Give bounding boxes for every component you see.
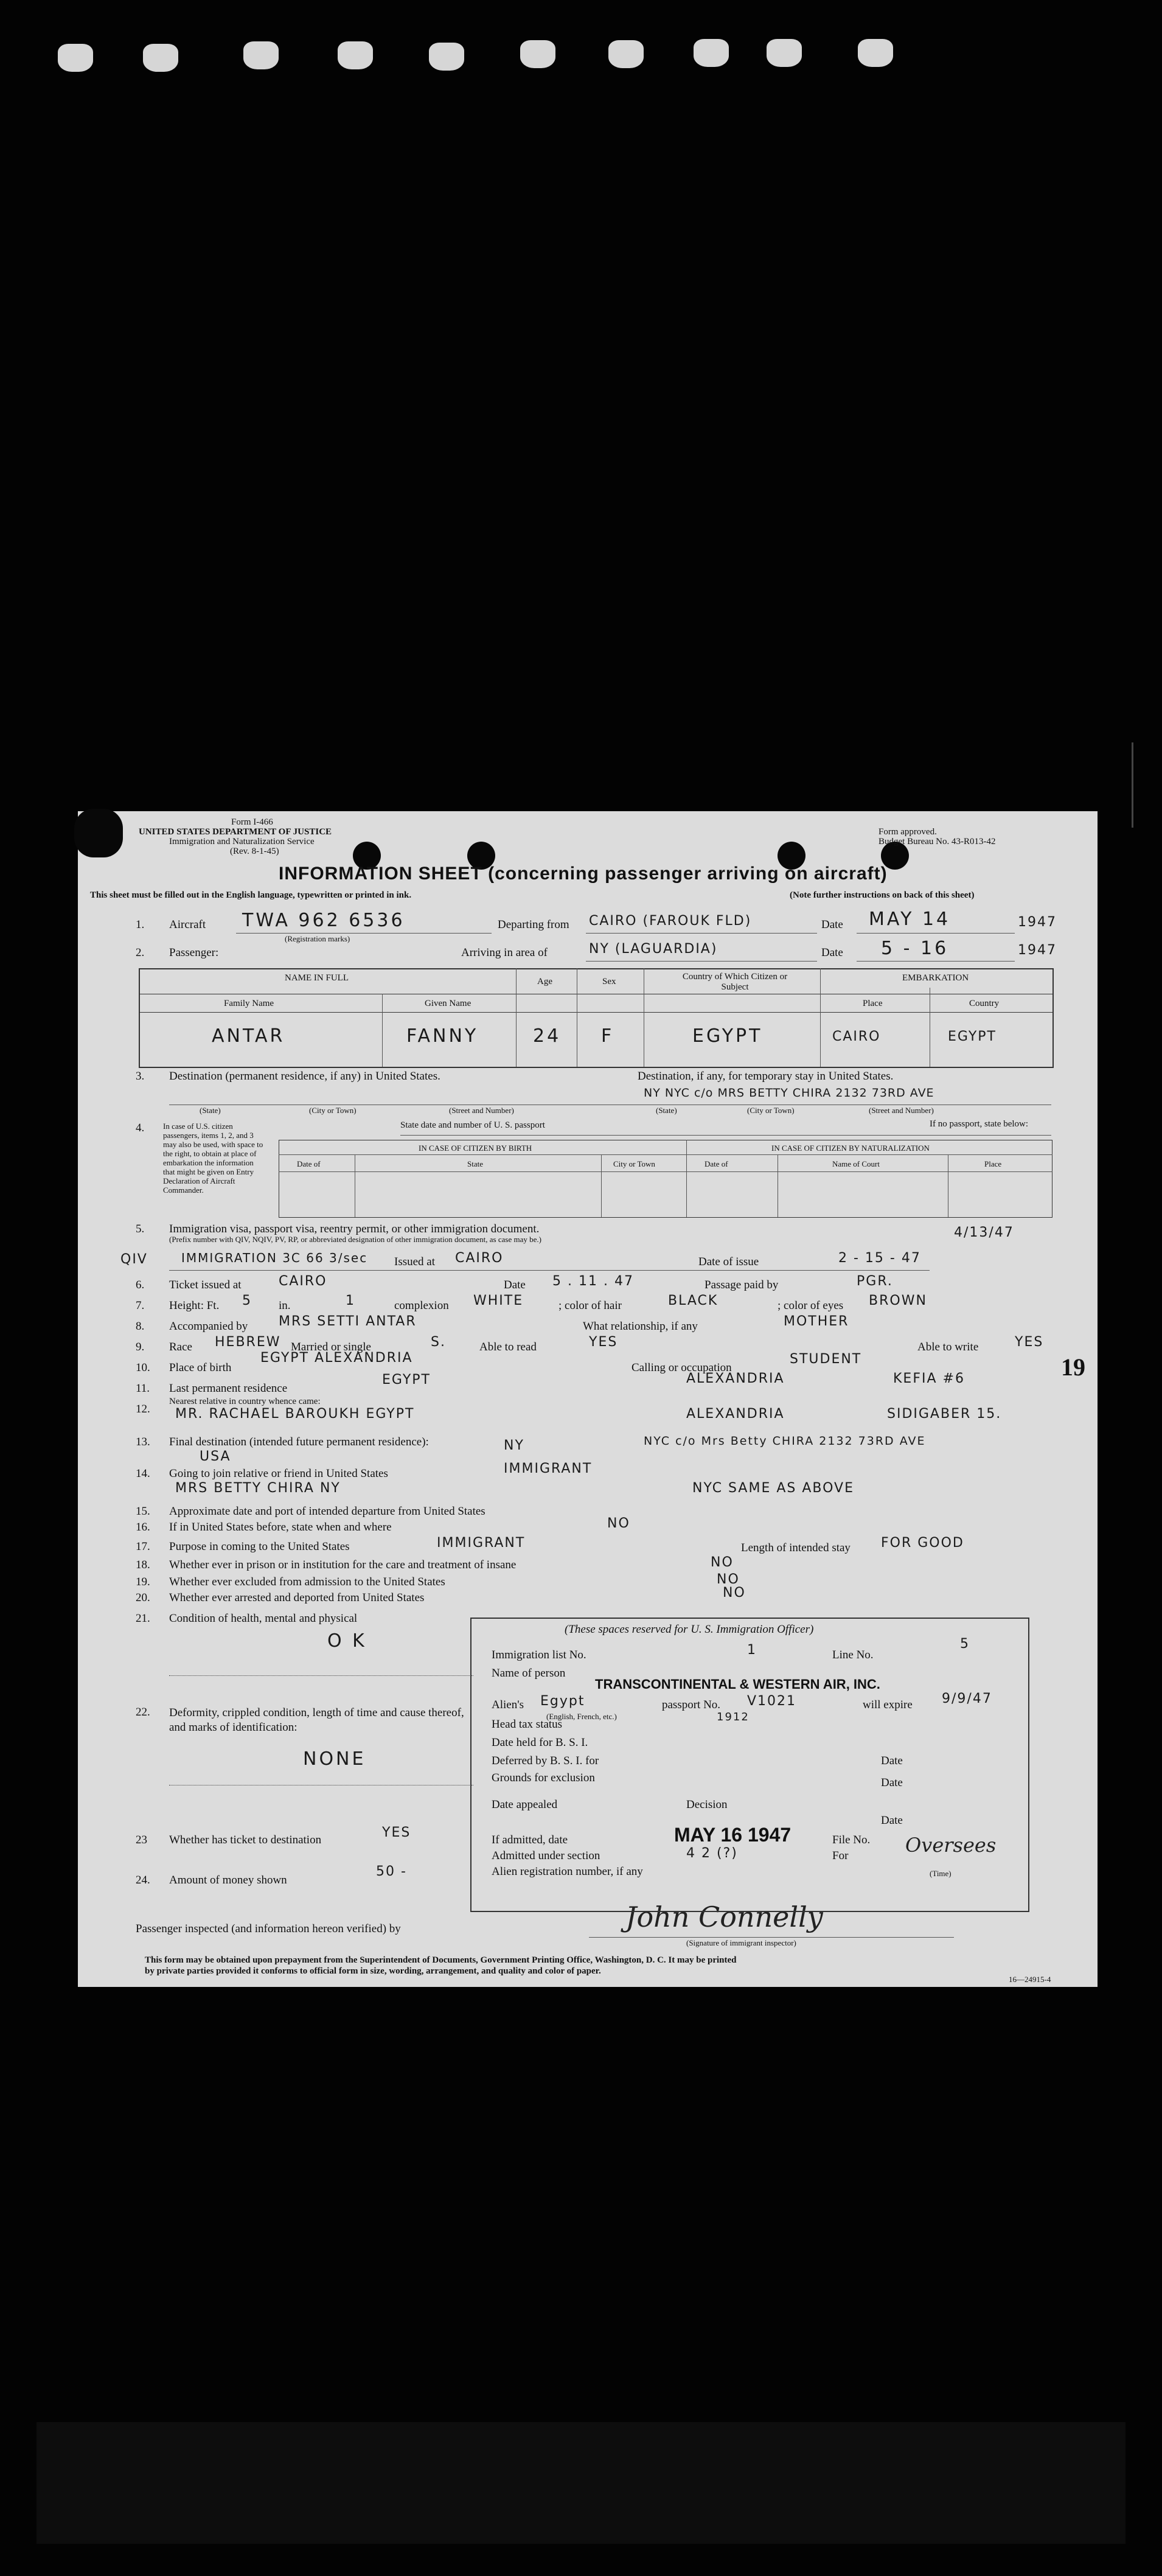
row-number: 10. — [136, 1361, 150, 1374]
excluded-value: NO — [717, 1572, 740, 1587]
revision-date: (Rev. 8-1-45) — [230, 846, 279, 856]
information-sheet-form — [78, 811, 1098, 1987]
no-passport-note: If no passport, state below: — [930, 1119, 1029, 1129]
film-sprocket-hole — [767, 39, 802, 67]
line-number-label: Line No. — [832, 1649, 874, 1661]
race-label: Race — [169, 1341, 192, 1353]
form-approved: Form approved. — [878, 827, 937, 837]
state-header: State — [467, 1159, 483, 1168]
table-rule — [279, 1171, 1052, 1172]
accompanied-by-value: MRS SETTI ANTAR — [279, 1314, 417, 1329]
given-name-value: FANNY — [406, 1025, 479, 1047]
able-to-read-value: YES — [589, 1335, 618, 1350]
department-name: UNITED STATES DEPARTMENT OF JUSTICE — [139, 827, 332, 837]
visa-instructions: (Prefix number with QIV, NQIV, PV, RP, or abbreviated designation of other immigration document, as case may be.) — [169, 1235, 541, 1244]
visa-label: Immigration visa, passport visa, reentry permit, or other immigration document. — [169, 1223, 540, 1235]
table-rule — [279, 1154, 1052, 1155]
deformity-label: Deformity, crippled condition, length of time and cause thereof, and marks of identification: — [169, 1706, 464, 1734]
corner-damage — [74, 809, 123, 857]
aircraft-value: TWA 962 6536 — [242, 910, 405, 931]
date-label: Date — [821, 946, 843, 959]
accompanied-by-label: Accompanied by — [169, 1320, 248, 1333]
departure-date-value: MAY 14 — [869, 909, 951, 930]
ticket-destination-value: YES — [382, 1825, 411, 1840]
underline — [589, 1937, 954, 1938]
place-header: Place — [984, 1159, 1002, 1168]
aircraft-label: Aircraft — [169, 918, 206, 931]
deformity-value: NONE — [303, 1748, 366, 1770]
citizenship-header: Country of Which Citizen or Subject — [682, 972, 788, 992]
ticket-date-label: Date — [504, 1279, 526, 1291]
row-number: 23 — [136, 1834, 147, 1846]
underline — [586, 961, 817, 962]
line-number-value: 5 — [960, 1636, 970, 1652]
race-value: HEBREW — [215, 1335, 281, 1350]
row-number: 1. — [136, 918, 145, 931]
date-label: Date — [821, 918, 843, 931]
inspected-by-label: Passenger inspected (and information hereon verified) by — [136, 1922, 401, 1935]
money-shown-label: Amount of money shown — [169, 1874, 287, 1887]
citizen-by-naturalization-header: IN CASE OF CITIZEN BY NATURALIZATION — [771, 1143, 930, 1153]
nearest-relative-label: Nearest relative in country whence came: — [169, 1397, 321, 1406]
age-value: 24 — [533, 1025, 562, 1047]
street-caption: (Street and Number) — [449, 1106, 514, 1115]
final-destination-state: NY — [504, 1438, 524, 1453]
section-value: 4 2 (?) — [686, 1846, 738, 1861]
able-to-write-label: Able to write — [917, 1341, 979, 1353]
form-title: INFORMATION SHEET (concerning passenger arriving on aircraft) — [279, 864, 888, 884]
if-admitted-label: If admitted, date — [492, 1834, 568, 1846]
departure-year: 1947 — [1018, 915, 1057, 930]
table-rule — [820, 968, 821, 1067]
will-expire-value: 9/9/47 — [942, 1691, 992, 1706]
purpose-label: Purpose in coming to the United States — [169, 1540, 350, 1553]
place-header: Place — [863, 999, 883, 1008]
city-header: City or Town — [613, 1159, 655, 1168]
relationship-value: MOTHER — [784, 1314, 849, 1329]
date-of-issue-label: Date of issue — [698, 1255, 759, 1268]
health-label: Condition of health, mental and physical — [169, 1612, 358, 1625]
row-number: 11. — [136, 1382, 150, 1395]
issued-at-label: Issued at — [394, 1255, 436, 1268]
departure-label: Approximate date and port of intended departure from United States — [169, 1505, 485, 1518]
underline — [400, 1135, 1051, 1136]
row-number: 16. — [136, 1521, 150, 1534]
ticket-issued-label: Ticket issued at — [169, 1279, 242, 1291]
aliens-value: Egypt — [540, 1694, 585, 1709]
passage-paid-label: Passage paid by — [705, 1279, 779, 1291]
length-of-stay-value: FOR GOOD — [881, 1535, 964, 1551]
row-number: 9. — [136, 1341, 145, 1353]
instructions-right: (Note further instructions on back of this sheet) — [790, 890, 975, 900]
for-label: For — [832, 1849, 849, 1862]
eye-color-label: ; color of eyes — [778, 1299, 844, 1312]
row-number: 14. — [136, 1467, 150, 1480]
occupation-label: Calling or occupation — [631, 1361, 732, 1374]
eye-color-value: BROWN — [869, 1293, 927, 1308]
joining-value: MRS BETTY CHIRA NY — [175, 1481, 341, 1496]
alien-registration-label: Alien registration number, if any — [492, 1865, 643, 1878]
underline — [857, 961, 1015, 962]
nearest-relative-city: ALEXANDRIA — [686, 1406, 785, 1422]
excluded-label: Whether ever excluded from admission to the United States — [169, 1576, 445, 1588]
destination-value: NY NYC c/o MRS BETTY CHIRA 2132 73RD AVE — [644, 1086, 934, 1100]
row-number: 12. — [136, 1403, 150, 1415]
table-rule — [516, 968, 517, 1067]
age-header: Age — [537, 977, 552, 986]
ticket-destination-label: Whether has ticket to destination — [169, 1834, 322, 1846]
deported-label: Whether ever arrested and deported from United States — [169, 1591, 425, 1604]
budget-bureau-number: Budget Bureau No. 43-R013-42 — [878, 837, 996, 846]
last-residence-country: EGYPT — [382, 1372, 431, 1387]
prior-visit-label: If in United States before, state when and where — [169, 1521, 392, 1534]
head-tax-value: 1912 — [717, 1711, 750, 1723]
city-caption: (City or Town) — [747, 1106, 795, 1115]
ticket-date-value: 5 . 11 . 47 — [552, 1274, 634, 1289]
date-label: Date — [881, 1776, 903, 1789]
row-number: 13. — [136, 1436, 150, 1448]
embark-country-value: EGYPT — [948, 1029, 997, 1044]
deferred-label: Deferred by B. S. I. for — [492, 1754, 599, 1767]
joining-label: Going to join relative or friend in United States — [169, 1467, 388, 1480]
film-scratch — [37, 2422, 1125, 2544]
departing-label: Departing from — [498, 918, 569, 931]
underline — [586, 933, 817, 934]
joining-address: NYC SAME AS ABOVE — [692, 1481, 854, 1496]
film-sprocket-hole — [608, 40, 644, 68]
hair-color-label: ; color of hair — [558, 1299, 622, 1312]
able-to-read-label: Able to read — [479, 1341, 537, 1353]
signature-caption: (Signature of immigrant inspector) — [686, 1938, 796, 1947]
row-number: 3. — [136, 1070, 145, 1083]
visa-document-value: IMMIGRATION 3C 66 3/sec — [181, 1251, 368, 1265]
arrival-year: 1947 — [1018, 943, 1057, 958]
arrival-date-value: 5 - 16 — [881, 938, 949, 959]
street-caption: (Street and Number) — [869, 1106, 934, 1115]
row-number: 24. — [136, 1874, 150, 1887]
birthplace-value: EGYPT ALEXANDRIA — [260, 1350, 413, 1366]
citizenship-value: EGYPT — [692, 1025, 763, 1047]
family-name-header: Family Name — [224, 999, 274, 1008]
table-rule — [382, 994, 383, 1067]
passport-label: State date and number of U. S. passport — [400, 1120, 545, 1130]
citizen-note: In case of U.S. citizen passengers, items 1, 2, and 3 may also be used, with space to the right, to obtain at place of embarkation the information that might be given on Entry Declaration of Aircraft Commander. — [163, 1122, 263, 1195]
passenger-label: Passenger: — [169, 946, 219, 959]
film-sprocket-hole — [338, 41, 373, 69]
row-number: 20. — [136, 1591, 150, 1604]
list-number-value: 1 — [747, 1642, 757, 1658]
registration-marks-caption: (Registration marks) — [285, 934, 350, 943]
language-caption: (English, French, etc.) — [546, 1712, 617, 1721]
passport-number-label: passport No. — [662, 1698, 721, 1711]
complexion-label: complexion — [394, 1299, 449, 1312]
row-number: 15. — [136, 1505, 150, 1518]
footer-code: 16—24915-4 — [1009, 1975, 1051, 1984]
row-number: 19. — [136, 1576, 150, 1588]
court-header: Name of Court — [832, 1159, 880, 1168]
aliens-label: Alien's — [492, 1698, 524, 1711]
table-rule — [139, 1012, 1052, 1013]
prison-value: NO — [711, 1555, 734, 1570]
money-shown-value: 50 - — [376, 1864, 407, 1879]
city-caption: (City or Town) — [309, 1106, 357, 1115]
sex-value: F — [601, 1025, 614, 1047]
decision-label: Decision — [686, 1798, 728, 1811]
sex-header: Sex — [602, 977, 616, 986]
embark-place-value: CAIRO — [832, 1029, 881, 1044]
passport-number-value: V1021 — [747, 1694, 797, 1709]
embarkation-header: EMBARKATION — [902, 973, 969, 983]
inspector-signature: John Connelly — [625, 1901, 823, 1933]
given-name-header: Given Name — [425, 999, 471, 1008]
citizenship-table — [279, 1140, 1052, 1218]
family-name-value: ANTAR — [212, 1025, 285, 1047]
date-held-label: Date held for B. S. I. — [492, 1736, 588, 1749]
head-tax-label: Head tax status — [492, 1718, 563, 1731]
final-destination-address: NYC c/o Mrs Betty CHIRA 2132 73RD AVE — [644, 1434, 926, 1448]
length-of-stay-label: Length of intended stay — [741, 1541, 851, 1554]
occupation-value: STUDENT — [790, 1352, 862, 1367]
film-sprocket-hole — [694, 39, 729, 67]
officer-initials: Oversees — [905, 1834, 997, 1857]
row-number: 6. — [136, 1279, 145, 1291]
row-number: 22. — [136, 1706, 150, 1719]
departing-value: CAIRO (FAROUK FLD) — [589, 913, 752, 929]
time-caption: (Time) — [930, 1869, 952, 1878]
officer-box-heading: (These spaces reserved for U. S. Immigration Officer) — [565, 1623, 814, 1636]
visa-date-handwritten: 4/13/47 — [954, 1225, 1014, 1240]
able-to-write-value: YES — [1015, 1335, 1044, 1350]
service-name: Immigration and Naturalization Service — [169, 837, 315, 846]
health-value: O K — [327, 1630, 367, 1652]
date-header: Date of — [297, 1159, 321, 1168]
row-number: 18. — [136, 1559, 150, 1571]
admission-date-stamp: MAY 16 1947 — [674, 1824, 791, 1846]
admitted-under-label: Admitted under section — [492, 1849, 600, 1862]
underline — [857, 933, 1015, 934]
issued-at-value: CAIRO — [455, 1251, 504, 1266]
underline — [169, 1270, 930, 1271]
final-destination-label: Final destination (intended future permanent residence): — [169, 1436, 429, 1448]
dotted-line — [169, 1675, 473, 1677]
underline — [236, 933, 492, 934]
name-in-full-header: NAME IN FULL — [285, 973, 349, 983]
date-header: Date of — [705, 1159, 728, 1168]
film-sprocket-hole — [243, 41, 279, 69]
prior-visit-value: NO — [607, 1516, 630, 1531]
row-number: 2. — [136, 946, 145, 959]
row-number: 17. — [136, 1540, 150, 1553]
purpose-value: IMMIGRANT — [437, 1535, 526, 1551]
table-rule — [686, 1140, 687, 1217]
ticket-issued-value: CAIRO — [279, 1274, 327, 1289]
final-destination-country: USA — [200, 1449, 231, 1464]
will-expire-label: will expire — [863, 1698, 913, 1711]
form-number: Form I-466 — [231, 817, 273, 827]
list-number-label: Immigration list No. — [492, 1649, 586, 1661]
relationship-label: What relationship, if any — [583, 1320, 698, 1333]
immigrant-status: IMMIGRANT — [504, 1461, 593, 1476]
name-of-person-label: Name of person — [492, 1667, 566, 1680]
row-number: 4. — [136, 1122, 145, 1134]
state-caption: (State) — [656, 1106, 677, 1115]
film-sprocket-hole — [143, 44, 178, 72]
passage-paid-value: PGR. — [857, 1274, 893, 1289]
complexion-value: WHITE — [473, 1293, 524, 1308]
footer-text-2: by private parties provided it conforms to official form in size, wording, arrangement, and quality and color of paper. — [145, 1966, 601, 1976]
dotted-line — [169, 1785, 473, 1786]
date-label: Date — [881, 1814, 903, 1827]
nearest-relative-street: SIDIGABER 15. — [887, 1406, 1002, 1422]
airline-stamp: TRANSCONTINENTAL & WESTERN AIR, INC. — [595, 1677, 880, 1692]
state-caption: (State) — [200, 1106, 221, 1115]
date-appealed-label: Date appealed — [492, 1798, 558, 1811]
height-inches: 1 — [346, 1293, 355, 1308]
footer-text-1: This form may be obtained upon prepayment from the Superintendent of Documents, Government Printing Office, Washington, D. C. It may be printed — [145, 1955, 737, 1965]
date-of-issue-value: 2 - 15 - 47 — [838, 1251, 921, 1266]
grounds-label: Grounds for exclusion — [492, 1771, 595, 1784]
side-number: 19 — [1061, 1353, 1085, 1381]
hair-color-value: BLACK — [668, 1293, 718, 1308]
last-residence-city: ALEXANDRIA — [686, 1371, 785, 1386]
marital-label: Married or single — [291, 1341, 371, 1353]
temporary-destination-label: Destination, if any, for temporary stay in United States. — [638, 1070, 894, 1083]
country-header: Country — [969, 999, 1000, 1008]
film-scratch — [1132, 742, 1133, 828]
film-sprocket-hole — [429, 43, 464, 71]
deported-value: NO — [723, 1585, 746, 1600]
date-label: Date — [881, 1754, 903, 1767]
row-number: 21. — [136, 1612, 150, 1625]
birthplace-label: Place of birth — [169, 1361, 232, 1374]
height-feet: 5 — [242, 1293, 252, 1308]
destination-label: Destination (permanent residence, if any) in United States. — [169, 1070, 440, 1083]
inches-label: in. — [279, 1299, 291, 1312]
marital-value: S. — [431, 1335, 446, 1350]
last-residence-street: KEFIA #6 — [893, 1371, 965, 1386]
row-number: 5. — [136, 1223, 145, 1235]
prison-label: Whether ever in prison or in institution for the care and treatment of insane — [169, 1559, 517, 1571]
arriving-label: Arriving in area of — [461, 946, 548, 959]
nearest-relative-value: MR. RACHAEL BAROUKH EGYPT — [175, 1406, 415, 1422]
arriving-value: NY (LAGUARDIA) — [589, 941, 718, 957]
table-rule — [601, 1154, 602, 1217]
last-residence-label: Last permanent residence — [169, 1382, 288, 1395]
film-sprocket-hole — [58, 44, 93, 72]
citizen-by-birth-header: IN CASE OF CITIZEN BY BIRTH — [419, 1143, 532, 1153]
visa-type: QIV — [120, 1252, 148, 1267]
instructions-left: This sheet must be filled out in the English language, typewritten or printed in ink. — [90, 890, 412, 900]
file-number-label: File No. — [832, 1834, 871, 1846]
film-sprocket-hole — [520, 40, 555, 68]
row-number: 8. — [136, 1320, 145, 1333]
row-number: 7. — [136, 1299, 145, 1312]
height-label: Height: Ft. — [169, 1299, 220, 1312]
film-sprocket-hole — [858, 39, 893, 67]
